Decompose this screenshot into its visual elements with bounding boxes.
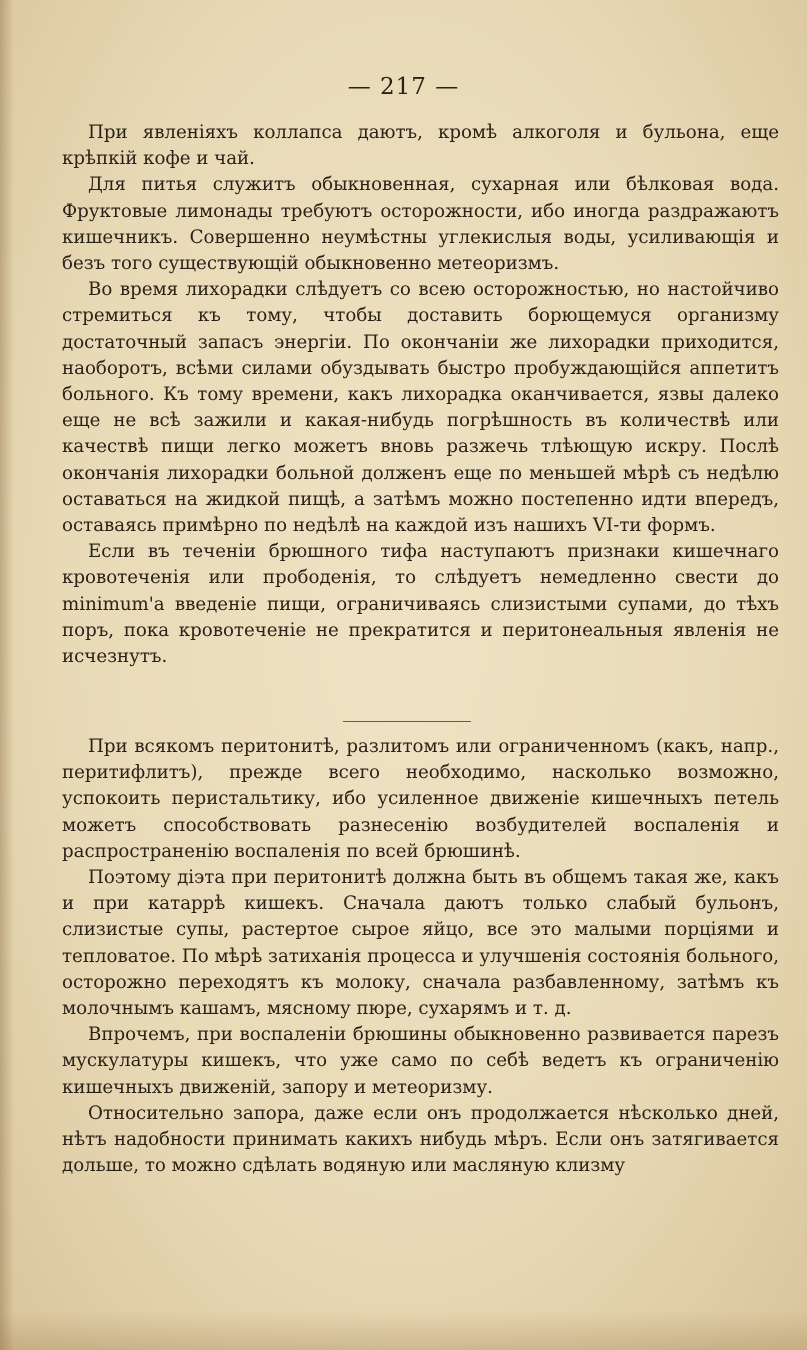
page-number: — 217 —	[347, 74, 460, 100]
paragraph-drinks: Для питья служитъ обыкновенная, сухарная или бѣлковая вода. Фруктовые лимонады требуютъ осторожности, ибо иногда раздражаютъ кишечникъ. Совершенно неумѣстны углекислыя воды, усиливающія и безъ того существующій обыкновенно метеоризмъ.	[62, 174, 779, 275]
paragraph-bleeding: Если въ теченіи брюшного тифа наступаютъ признаки кишечнаго кровотеченія или прободенія, то слѣдуетъ немедленно свести до minimum'a введеніе пищи, ограничиваясь слизистыми супами, до тѣхъ поръ, пока кровотеченіе не прекратится и перитонеальныя явленія не исчезнутъ.	[62, 541, 779, 668]
paragraph-peritonitis: При всякомъ перитонитѣ, разлитомъ или ограниченномъ (какъ, напр., перитифлитъ), прежде всего необходимо, насколько возможно, успокоить перистальтику, ибо усиленное движеніе кишечныхъ петель можетъ способствовать разнесенію возбудителей воспаленія и распространенію воспаленія по всей брюшинѣ.	[62, 736, 779, 862]
paragraph-fever: Во время лихорадки слѣдуетъ со всею осторожностью, но настойчиво стремиться къ тому, чтобы доставить борющемуся организму достаточный запасъ энергіи. По окончаніи же лихорадки приходится, наоборотъ, всѣми силами обуздывать быстро пробуждающійся аппетитъ больного. Къ тому времени, какъ лихорадка оканчивается, язвы далеко еще не всѣ зажили и какая-нибудь погрѣшность въ количествѣ или качествѣ пищи легко можетъ вновь разжечь тлѣющую искру. Послѣ окончанія лихорадки больной долженъ еще по меньшей мѣрѣ съ недѣлю оставаться на жидкой пищѣ, а затѣмъ можно постепенно идти впередъ, оставаясь примѣрно по недѣлѣ на каждой изъ нашихъ VI-ти формъ.	[62, 279, 779, 537]
paragraph-paresis: Впрочемъ, при воспаленіи брюшины обыкновенно развивается парезъ мускулатуры кишекъ, что уже само по себѣ ведетъ къ ограниченію кишечныхъ движеній, запору и метеоризму.	[62, 1024, 779, 1098]
page-edge-shadow	[0, 0, 14, 1350]
paragraph-diet: Поэтому діэта при перитонитѣ должна быть въ общемъ такая же, какъ и при катаррѣ кишекъ. Сначала даютъ только слабый бульонъ, слизистые супы, растертое сырое яйцо, все это малыми порціями и тепловатое. По мѣрѣ затиханія процесса и улучшенія состоянія больного, осторожно переходятъ къ молоку, сначала разбавленному, затѣмъ къ молочнымъ кашамъ, мясному пюре, сухарямъ и т. д.	[62, 867, 779, 1020]
paragraph-constipation: Относительно запора, даже если онъ продолжается нѣсколько дней, нѣтъ надобности принимать какихъ нибудь мѣръ. Если онъ затягивается дольше, то можно сдѣлать водяную или масляную клизму	[62, 1102, 779, 1177]
page-bottom-stain	[0, 1310, 807, 1350]
text-section-peritonitis	[62, 734, 779, 1179]
section-divider	[343, 721, 471, 722]
paragraph-collapse: При явленіяхъ коллапса даютъ, кромѣ алкоголя и бульона, еще крѣпкій кофе и чай.	[62, 122, 779, 170]
text-section-nutrition	[62, 120, 779, 670]
